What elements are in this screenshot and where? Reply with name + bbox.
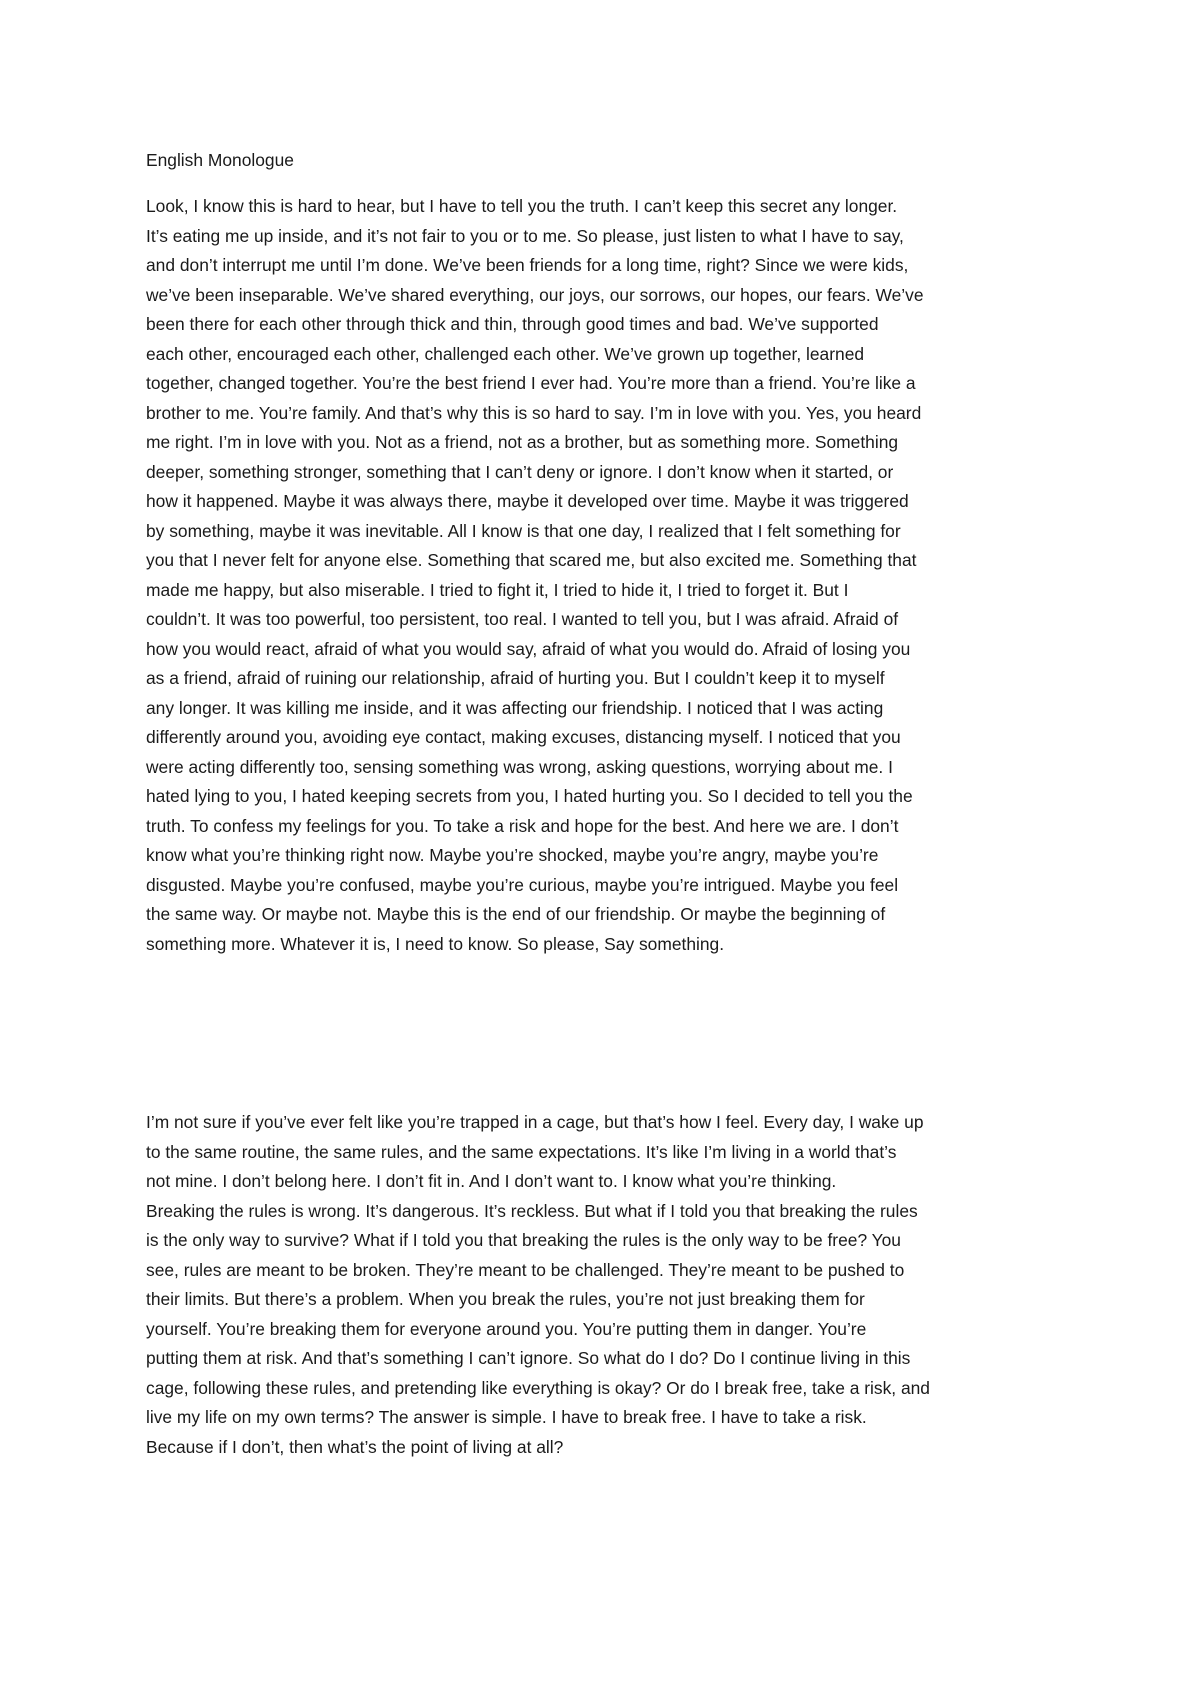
- text-line: made me happy, but also miserable. I tried to fight it, I tried to hide it, I tried to forget it. But I: [146, 579, 849, 600]
- text-line: were acting differently too, sensing something was wrong, asking questions, worrying about me. I: [146, 756, 893, 777]
- text-line: something more. Whatever it is, I need to know. So please, Say something.: [146, 933, 725, 954]
- text-line: putting them at risk. And that’s something I can’t ignore. So what do I do? Do I continue living in this: [146, 1348, 911, 1368]
- text-line: by something, maybe it was inevitable. All I know is that one day, I realized that I felt something for: [146, 520, 901, 541]
- text-line: as a friend, afraid of ruining our relationship, afraid of hurting you. But I couldn’t keep it to myself: [146, 668, 885, 688]
- text-line: how it happened. Maybe it was always there, maybe it developed over time. Maybe it was triggered: [146, 491, 909, 511]
- text-line: Breaking the rules is wrong. It’s dangerous. It’s reckless. But what if I told you that breaking the rules: [146, 1200, 918, 1221]
- text-line: It’s eating me up inside, and it’s not fair to you or to me. So please, just listen to what I have to say,: [146, 225, 904, 246]
- text-line: deeper, something stronger, something that I can’t deny or ignore. I don’t know when it started, or: [146, 461, 894, 482]
- text-line: I’m not sure if you’ve ever felt like you’re trapped in a cage, but that’s how I feel. Every day, I wake up: [146, 1112, 924, 1132]
- text-line: the same way. Or maybe not. Maybe this is the end of our friendship. Or maybe the beginning of: [146, 904, 886, 924]
- text-line: hated lying to you, I hated keeping secrets from you, I hated hurting you. So I decided to tell you the: [146, 786, 913, 806]
- text-line: brother to me. You’re family. And that’s why this is so hard to say. I’m in love with you. Yes, you heard: [146, 402, 922, 423]
- text-line: yourself. You’re breaking them for everyone around you. You’re putting them in danger. You’re: [146, 1318, 867, 1339]
- text-line: and don’t interrupt me until I’m done. We’ve been friends for a long time, right? Since we were kids,: [146, 255, 909, 275]
- text-line: differently around you, avoiding eye contact, making excuses, distancing myself. I noticed that you: [146, 727, 901, 747]
- text-line: been there for each other through thick and thin, through good times and bad. We’ve supported: [146, 314, 879, 334]
- text-line: truth. To confess my feelings for you. To take a risk and hope for the best. And here we are. I don’t: [146, 815, 899, 836]
- text-line: not mine. I don’t belong here. I don’t fit in. And I don’t want to. I know what you’re thinking.: [146, 1171, 837, 1191]
- text-line: live my life on my own terms? The answer is simple. I have to break free. I have to take a risk.: [146, 1407, 867, 1427]
- text-line: disgusted. Maybe you’re confused, maybe you’re curious, maybe you’re intrigued. Maybe you feel: [146, 874, 899, 895]
- text-line: we’ve been inseparable. We’ve shared everything, our joys, our sorrows, our hopes, our fears. We’ve: [146, 284, 924, 305]
- monologue-paragraph-1: [146, 192, 924, 959]
- text-line: each other, encouraged each other, challenged each other. We’ve grown up together, learned: [146, 343, 865, 364]
- monologue-paragraph-2: [146, 1108, 930, 1462]
- text-line: know what you’re thinking right now. Maybe you’re shocked, maybe you’re angry, maybe you’re: [146, 845, 879, 865]
- text-line: me right. I’m in love with you. Not as a friend, not as a brother, but as something more. Something: [146, 432, 899, 452]
- text-line: together, changed together. You’re the best friend I ever had. You’re more than a friend. You’re like a: [146, 373, 916, 393]
- text-line: cage, following these rules, and pretending like everything is okay? Or do I break free, take a risk, and: [146, 1377, 930, 1398]
- text-line: Look, I know this is hard to hear, but I have to tell you the truth. I can’t keep this secret any longer.: [146, 196, 898, 216]
- text-line: any longer. It was killing me inside, and it was affecting our friendship. I noticed that I was acting: [146, 697, 884, 718]
- text-line: is the only way to survive? What if I told you that breaking the rules is the only way to be free? You: [146, 1230, 901, 1250]
- text-line: Because if I don’t, then what’s the point of living at all?: [146, 1436, 564, 1457]
- text-line: you that I never felt for anyone else. Something that scared me, but also excited me. Something that: [146, 550, 917, 570]
- document-title: English Monologue: [146, 150, 294, 170]
- text-line: couldn’t. It was too powerful, too persistent, too real. I wanted to tell you, but I was afraid. Afraid of: [146, 609, 899, 629]
- text-line: see, rules are meant to be broken. They’re meant to be challenged. They’re meant to be pushed to: [146, 1259, 905, 1280]
- text-line: their limits. But there’s a problem. When you break the rules, you’re not just breaking them for: [146, 1289, 865, 1309]
- text-line: how you would react, afraid of what you would say, afraid of what you would do. Afraid of losing you: [146, 638, 911, 659]
- text-line: to the same routine, the same rules, and the same expectations. It’s like I’m living in a world that’s: [146, 1141, 897, 1162]
